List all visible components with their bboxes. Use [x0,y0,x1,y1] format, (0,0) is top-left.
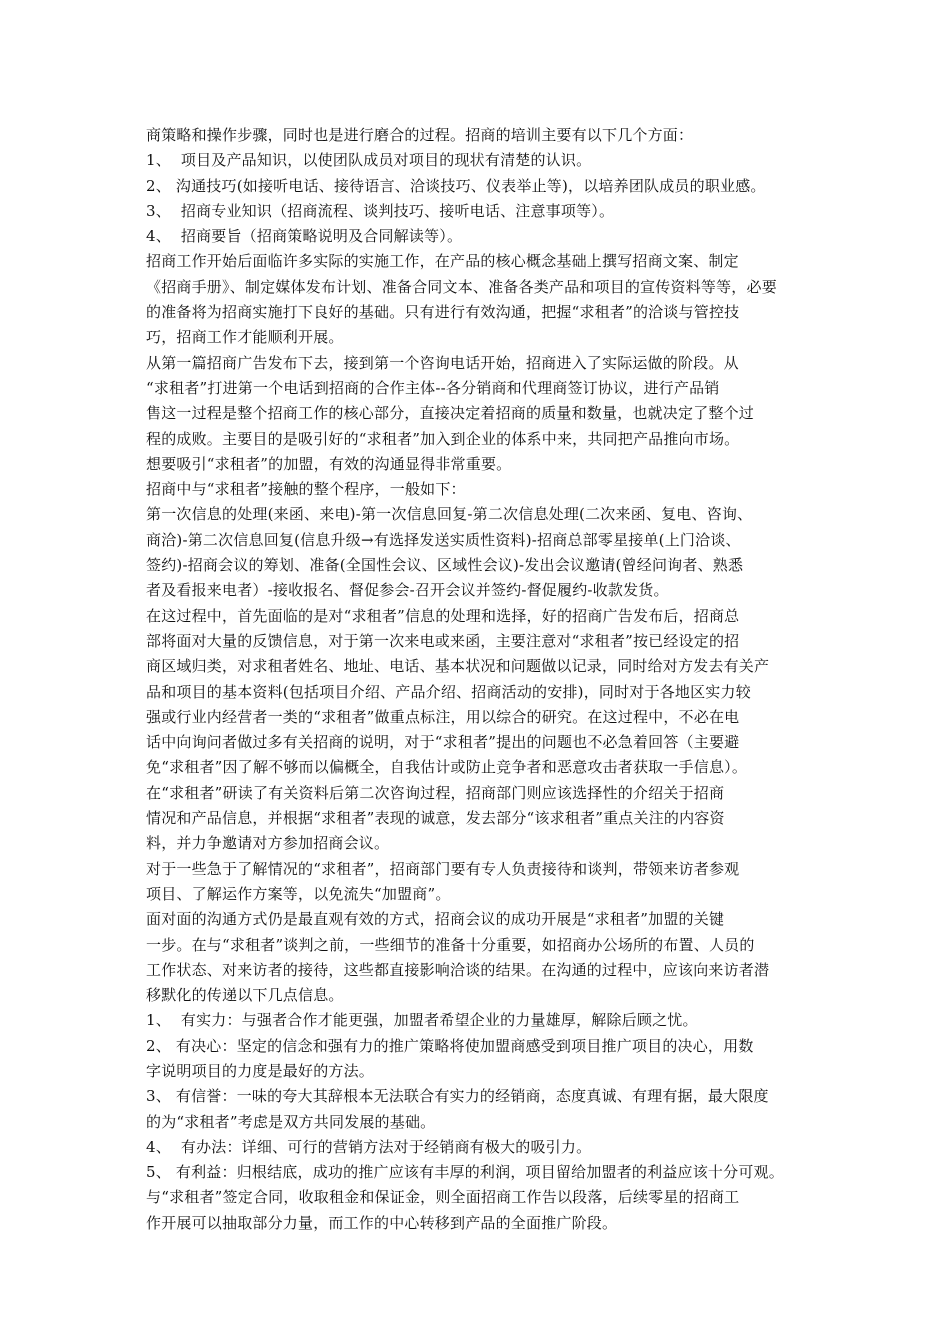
text-line: “求租者”打进第一个电话到招商的合作主体--各分销商和代理商签订协议，进行产品销 [146,378,720,397]
text-line: 工作状态、对来访者的接待，这些都直接影响洽谈的结果。在沟通的过程中，应该向来访者潜 [146,960,770,979]
text-line: 程的成败。主要目的是吸引好的“求租者”加入到企业的体系中来，共同把产品推向市场。 [146,429,740,448]
text-line: 面对面的沟通方式仍是最直观有效的方式，招商会议的成功开展是“求租者”加盟的关键 [146,910,725,929]
text-line: 1、 有实力：与强者合作才能更强，加盟者希望企业的力量雄厚，解除后顾之忧。 [146,1011,698,1030]
text-line: 5、 有利益：归根结底，成功的推广应该有丰厚的利润，项目留给加盟者的利益应该十分可观。 [146,1163,784,1182]
text-line: 者及看报来电者）-接收报名、督促参会-召开会议并签约-督促履约-收款发货。 [146,581,669,600]
text-line: 商洽)-第二次信息回复(信息升级→有选择发送实质性资料)-招商总部零星接单(上门洽谈、 [146,530,741,549]
text-line: 料，并力争邀请对方参加招商会议。 [146,834,390,853]
text-line: 的准备将为招商实施打下良好的基础。只有进行有效沟通，把握“求租者”的洽谈与管控技 [146,303,740,322]
text-line: 在这过程中，首先面临的是对“求租者”信息的处理和选择，好的招商广告发布后，招商总 [146,606,740,625]
text-line: 巧，招商工作才能顺利开展。 [146,328,344,347]
text-line: 想要吸引“求租者”的加盟，有效的沟通显得非常重要。 [146,454,512,473]
text-line: 免“求租者”因了解不够而以偏概全，自我估计或防止竞争者和恶意攻击者获取一手信息）。 [146,758,748,777]
text-line: 对于一些急于了解情况的“求租者”，招商部门要有专人负责接待和谈判，带领来访者参观 [146,859,740,878]
text-line: 第一次信息的处理(来函、来电)-第一次信息回复-第二次信息处理(二次来函、复电、咨询、 [146,505,753,524]
text-line: 与“求租者”签定合同，收取租金和保证金，则全面招商工作告以段落，后续零星的招商工 [146,1188,740,1207]
text-line: 1、 项目及产品知识，以使团队成员对项目的现状有清楚的认识。 [146,151,592,170]
text-line: 字说明项目的力度是最好的方法。 [146,1061,375,1080]
text-line: 《招商手册》、制定媒体发布计划、准备合同文本、准备各类产品和项目的宣传资料等等，必要 [146,277,777,296]
text-line: 4、 招商要旨（招商策略说明及合同解读等）。 [146,227,463,246]
text-line: 3、 招商专业知识（招商流程、谈判技巧、接听电话、注意事项等）。 [146,201,615,220]
text-line: 商区域归类，对求租者姓名、地址、电话、基本状况和问题做以记录，同时给对方发去有关产 [146,657,770,676]
text-line: 作开展可以抽取部分力量，而工作的中心转移到产品的全面推广阶段。 [146,1213,618,1232]
text-line: 品和项目的基本资料(包括项目介绍、产品介绍、招商活动的安排)，同时对于各地区实力较 [146,682,751,701]
text-line: 强或行业内经营者一类的“求租者”做重点标注，用以综合的研究。在这过程中，不必在电 [146,707,740,726]
text-line: 招商中与“求租者”接触的整个程序，一般如下： [146,480,466,499]
text-line: 招商工作开始后面临许多实际的实施工作，在产品的核心概念基础上撰写招商文案、制定 [146,252,739,271]
text-line: 部将面对大量的反馈信息，对于第一次来电或来函，主要注意对“求租者”按已经设定的招 [146,631,740,650]
document-body [146,123,826,1236]
text-line: 移默化的传递以下几点信息。 [146,986,344,1005]
text-line: 话中向询问者做过多有关招商的说明，对于“求租者”提出的问题也不必急着回答（主要避 [146,733,740,752]
text-line: 2、 有决心：坚定的信念和强有力的推广策略将使加盟商感受到项目推广项目的决心，用数 [146,1036,754,1055]
text-line: 商策略和操作步骤，同时也是进行磨合的过程。招商的培训主要有以下几个方面： [146,126,694,144]
text-line: 售这一过程是整个招商工作的核心部分，直接决定着招商的质量和数量，也就决定了整个过 [146,404,755,423]
text-line: 一步。在与“求租者”谈判之前，一些细节的准备十分重要，如招商办公场所的布置、人员的 [146,935,755,954]
text-line: 在“求租者”研读了有关资料后第二次咨询过程，招商部门则应该选择性的介绍关于招商 [146,783,725,802]
text-line: 项目、了解运作方案等，以免流失“加盟商”。 [146,884,451,903]
text-line: 2、 沟通技巧(如接听电话、接待语言、洽谈技巧、仪表举止等)，以培养团队成员的职业感。 [146,176,766,195]
text-line: 4、 有办法：详细、可行的营销方法对于经销商有极大的吸引力。 [146,1137,592,1156]
text-line: 从第一篇招商广告发布下去，接到第一个咨询电话开始，招商进入了实际运做的阶段。从 [146,353,739,372]
text-line: 3、 有信誉：一味的夸大其辞根本无法联合有实力的经销商，态度真诚、有理有据，最大限度 [146,1087,769,1106]
text-line: 的为“求租者”考虑是双方共同发展的基础。 [146,1112,436,1131]
text-line: 签约)-招商会议的筹划、准备(全国性会议、区域性会议)-发出会议邀请(曾经问询者、熟悉 [146,556,744,575]
text-line: 情况和产品信息，并根据“求租者”表现的诚意，发去部分“该求租者”重点关注的内容资 [146,809,725,828]
